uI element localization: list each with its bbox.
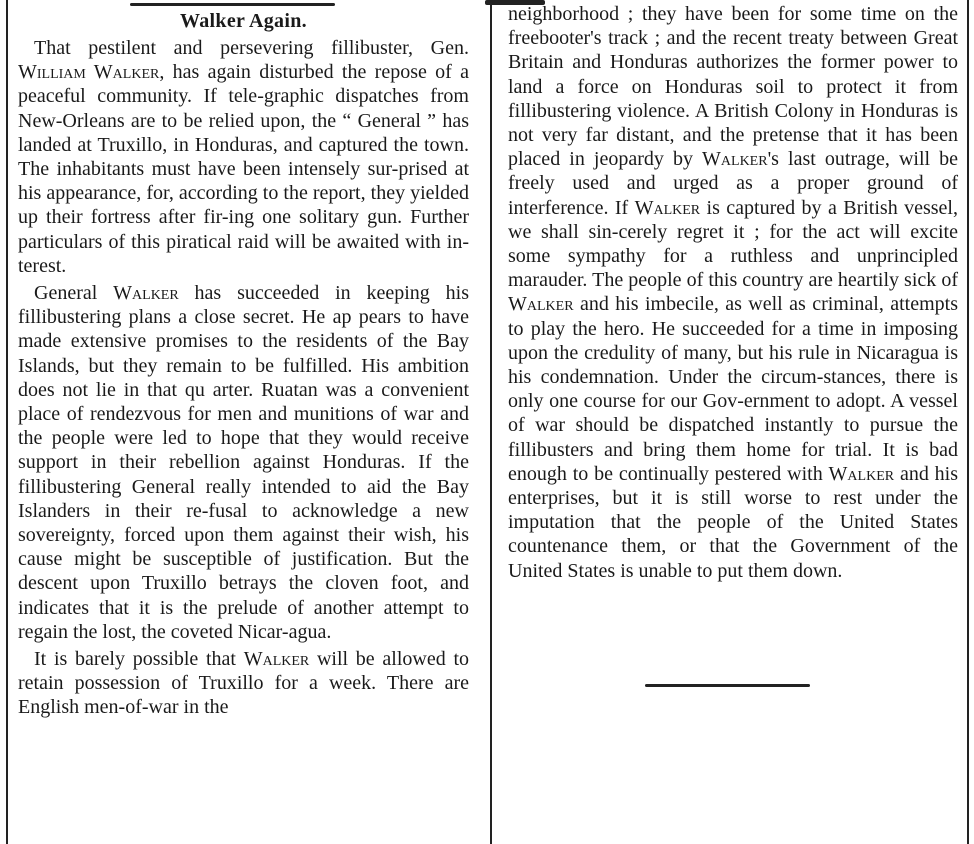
headline-ornament-rule [130,3,335,6]
paragraph-3: It is barely possible that Walker will be allowed to retain possession of Truxillo for a week. There are English men-of-war in the [18,648,470,719]
name-smallcaps: William Walker [18,61,160,84]
name-smallcaps: Walker [828,462,895,485]
right-column-rule [967,0,969,844]
center-column-rule [490,0,492,844]
left-column [18,8,469,723]
article-end-ornament-rule [645,684,810,687]
article-headline: Walker Again. [180,10,307,32]
left-column-rule [6,0,8,844]
name-smallcaps: Walker [243,648,310,671]
paragraph-3-continued: neighborhood ; they have been for some time on the freebooter's track ; and the recent treaty between Great Britain and Honduras authorizes the former power to land a force on Honduras soil to protect it from fillibustering violence. A British Colony in Honduras is not very far distant, and the pretense that it has been placed in jeopardy by Walker's last outrage, will be freely used and urged as a proper ground of interference. If Walker is captured by a British vessel, we shall sin-cerely regret it ; for the act will excite some sympathy for a ruthless and unprincipled marauder. The people of this country are heartily sick of Walker and his imbecile, as well as criminal, attempts to play the hero. He succeeded for a time in imposing upon the credulity of many, but his rule in Nicaragua is his condemnation. Under the circum-stances, there is only one course for our Gov-ernment to adopt. A vessel of war should be dispatched instantly to pursue the fillibusters and bring them home for trial. It is bad enough to be continually pestered with Walker and his enterprises, but it is still worse to rest under the imputation that the people of the United States countenance them, or that the Government of the United States is unable to put them down. [508,3,959,582]
paragraph-1: That pestilent and persevering fillibuster, Gen. William Walker, has again disturbed the repose of a peaceful community. If tele-graphic dispatches from New-Orleans are to be relied upon, the “ General ” has landed at Truxillo, in Honduras, and captured the town. The inhabitants must have been intensely sur-prised at his appearance, for, according to the report, they yielded up their fortress after fir-ing one solitary gun. Further particulars of this piratical raid will be awaited with in-terest. [18,37,469,277]
name-smallcaps: Walker [634,196,701,219]
right-column [508,2,958,586]
name-smallcaps: Walker [113,282,179,305]
paragraph-2: General Walker has succeeded in keeping his fillibustering plans a close secret. He ap pears to have made extensive promises to the residents of the Bay Islands, but they remain to be fulfilled. His ambition does not lie in that qu arter. Ruatan was a convenient place of rendezvous for men and munitions of war and the people were led to hope that they would receive support in their rebellion against Honduras. If the fillibustering General really intended to aid the Bay Islanders in their re-fusal to acknowledge a new sovereignty, forced upon them against their wish, his cause might be susceptible of justification. But the descent upon Truxillo betrays the cloven foot, and indicates that it is the prelude of another attempt to regain the lost, the coveted Nicar-agua. [18,282,469,643]
name-smallcaps: Walker [702,148,768,171]
name-smallcaps: Walker [508,293,574,316]
